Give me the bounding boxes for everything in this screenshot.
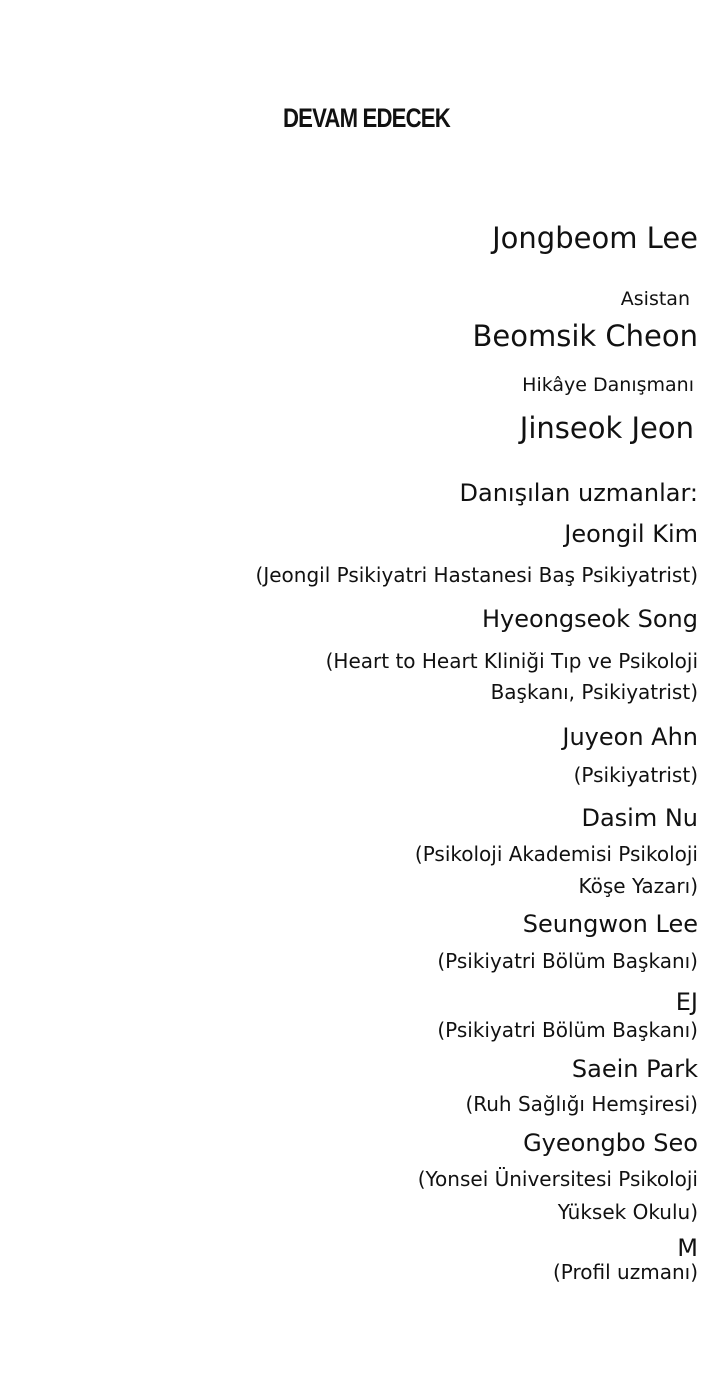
expert-note: (Psikiyatri Bölüm Başkanı) — [437, 949, 698, 973]
story-consultant-label: Hikâye Danışmanı — [522, 374, 694, 396]
expert-note: (Heart to Heart Kliniği Tıp ve Psikoloji — [325, 649, 698, 673]
expert-name: Hyeongseok Song — [482, 605, 698, 633]
assistant-label: Asistan — [620, 288, 690, 310]
expert-name: Dasim Nu — [581, 804, 698, 832]
expert-note: Başkanı, Psikiyatrist) — [490, 680, 698, 704]
expert-name: M — [677, 1234, 698, 1262]
story-consultant-name: Jinseok Jeon — [519, 411, 694, 445]
experts-heading: Danışılan uzmanlar: — [459, 479, 698, 507]
expert-name: Juyeon Ahn — [562, 723, 698, 751]
expert-note: (Jeongil Psikiyatri Hastanesi Baş Psikiyatrist) — [255, 563, 698, 587]
expert-note: Yüksek Okulu) — [557, 1200, 698, 1224]
expert-note: (Psikiyatri Bölüm Başkanı) — [437, 1018, 698, 1042]
expert-name: Seungwon Lee — [522, 910, 698, 938]
expert-name: Gyeongbo Seo — [523, 1129, 698, 1157]
assistant-name: Beomsik Cheon — [472, 319, 698, 353]
continued-heading: DEVAM EDECEK — [283, 103, 450, 133]
author-name: Jongbeom Lee — [492, 221, 698, 255]
expert-note: (Profil uzmanı) — [553, 1260, 698, 1284]
expert-note: Köşe Yazarı) — [578, 874, 698, 898]
expert-name: Saein Park — [571, 1055, 698, 1083]
expert-note: (Psikiyatrist) — [573, 763, 698, 787]
expert-name: Jeongil Kim — [564, 520, 698, 548]
expert-note: (Psikoloji Akademisi Psikoloji — [414, 842, 698, 866]
expert-note: (Ruh Sağlığı Hemşiresi) — [465, 1092, 698, 1116]
expert-name: EJ — [675, 988, 698, 1016]
expert-note: (Yonsei Üniversitesi Psikoloji — [417, 1167, 698, 1191]
